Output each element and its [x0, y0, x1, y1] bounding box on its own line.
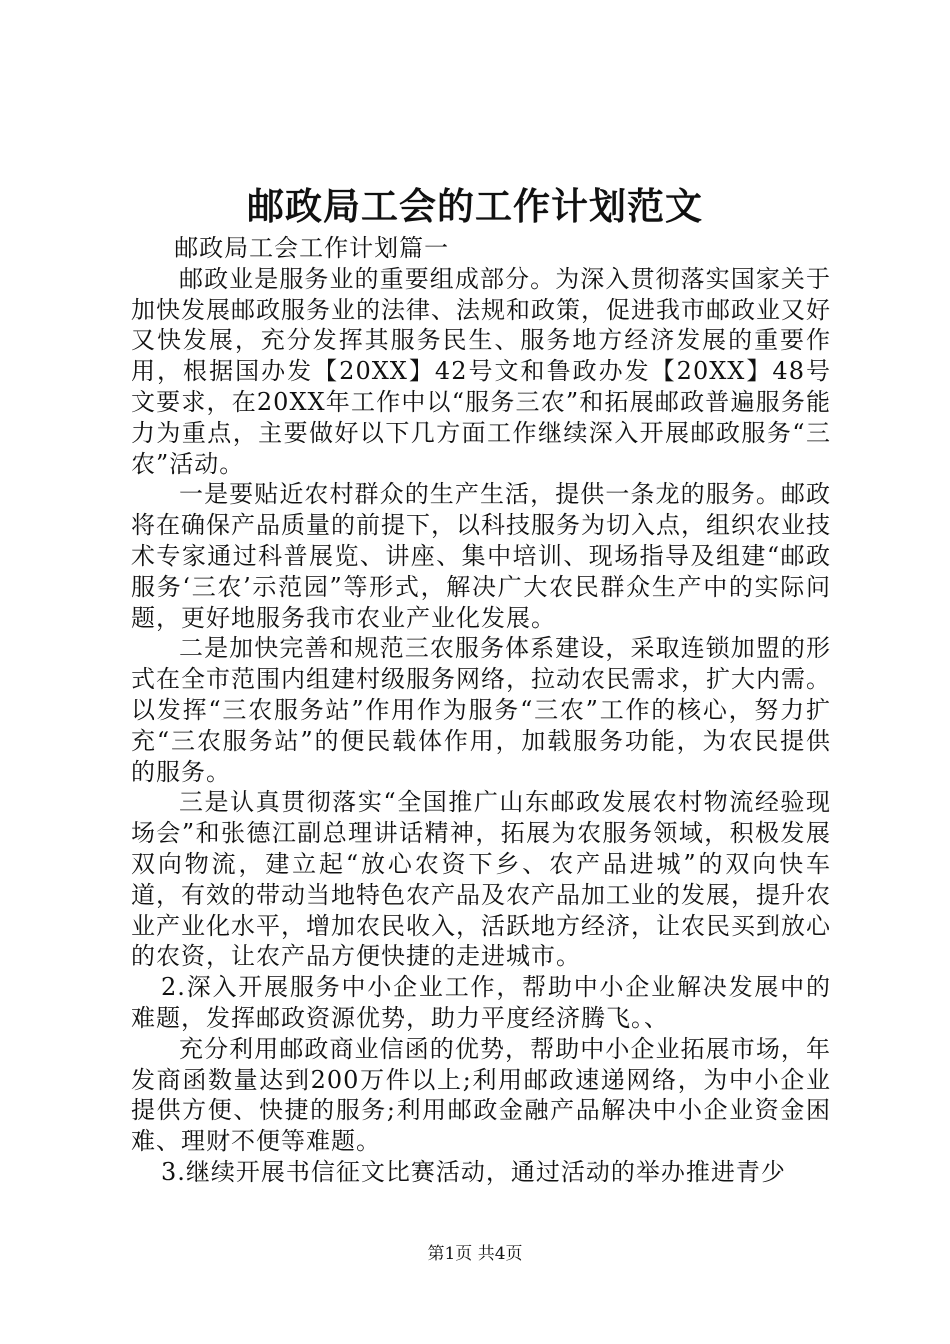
paragraph-point-two: 二是加快完善和规范三农服务体系建设，采取连锁加盟的形式在全市范围内组建村级服务网络，拉动农民需求，扩大内需。以发挥“三农服务站”作用作为服务“三农”工作的核心，努力扩充“三农服务站”的便民载体作用，加载服务功能，为农民提供的服务。 [131, 634, 831, 786]
paragraph-item-2-detail: 充分利用邮政商业信函的优势，帮助中小企业拓展市场，年发商函数量达到200万件以上;利用邮政速递网络，为中小企业提供方便、快捷的服务;利用邮政金融产品解决中小企业资金困难、理财不便等难题。 [131, 1034, 831, 1156]
section-heading: 邮政局工会工作计划篇一 [174, 234, 450, 262]
paragraph-intro: 邮政业是服务业的重要组成部分。为深入贯彻落实国家关于加快发展邮政服务业的法律、法规和政策，促进我市邮政业又好又快发展，充分发挥其服务民生、服务地方经济发展的重要作用，根据国办发【20XX】42号文和鲁政办发【20XX】48号文要求，在20XX年工作中以“服务三农”和拓展邮政普遍服务能力为重点，主要做好以下几方面工作继续深入开展邮政服务“三农”活动。 [131, 264, 831, 478]
document-body [131, 233, 831, 1188]
paragraph-point-one: 一是要贴近农村群众的生产生活，提供一条龙的服务。邮政将在确保产品质量的前提下，以科技服务为切入点，组织农业技术专家通过科普展览、讲座、集中培训、现场指导及组建“邮政服务‘三农’示范园”等形式，解决广大农民群众生产中的实际问题，更好地服务我市农业产业化发展。 [131, 480, 831, 632]
page-footer: 第1页 共4页 [427, 1244, 523, 1264]
paragraph-item-2: 2.深入开展服务中小企业工作，帮助中小企业解决发展中的难题，发挥邮政资源优势，助力平度经济腾飞。、 [131, 973, 831, 1032]
document-title: 邮政局工会的工作计划范文 [247, 184, 703, 228]
paragraph-item-3: 3.继续开展书信征文比赛活动，通过活动的举办推进青少 [161, 1157, 786, 1186]
paragraph-point-three: 三是认真贯彻落实“全国推广山东邮政发展农村物流经验现场会”和张德江副总理讲话精神，拓展为农服务领域，积极发展双向物流，建立起“放心农资下乡、农产品进城”的双向快车道，有效的带动当地特色农产品及农产品加工业的发展，提升农业产业化水平，增加农民收入，活跃地方经济，让农民买到放心的农资，让农产品方便快捷的走进城市。 [131, 788, 831, 971]
